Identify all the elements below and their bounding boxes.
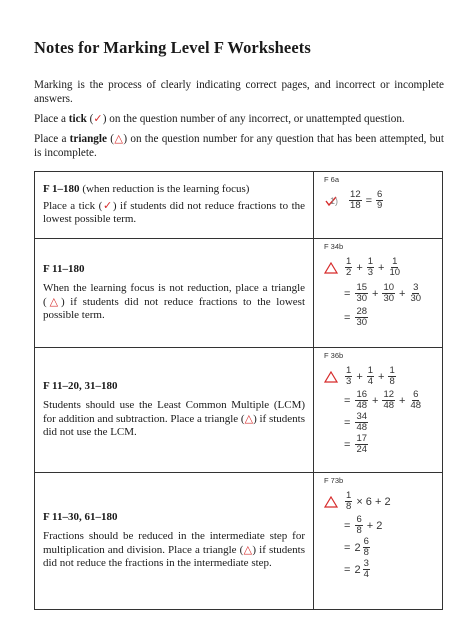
plus-sign: + bbox=[378, 370, 385, 383]
denominator: 30 bbox=[356, 317, 368, 328]
fraction bbox=[367, 366, 374, 387]
denominator: 48 bbox=[383, 400, 395, 411]
example-cell bbox=[314, 348, 443, 473]
fraction bbox=[382, 390, 395, 411]
example-label: F 6a bbox=[324, 175, 340, 184]
fraction bbox=[363, 559, 370, 580]
fraction bbox=[367, 257, 374, 278]
numerator: 1 bbox=[346, 256, 352, 267]
triangle-mark-icon bbox=[324, 496, 338, 508]
rule-heading bbox=[43, 183, 305, 197]
page-title: Notes for Marking Level F Worksheets bbox=[34, 38, 311, 57]
example-line bbox=[324, 257, 402, 278]
fraction bbox=[382, 283, 395, 304]
example-label: F 73b bbox=[324, 476, 344, 485]
example-line bbox=[344, 283, 423, 304]
equals-sign: = bbox=[344, 541, 351, 554]
triangle-mark-icon bbox=[324, 371, 338, 383]
fraction bbox=[409, 390, 422, 411]
rule-cell bbox=[35, 172, 314, 239]
plus-sign: + bbox=[356, 370, 363, 383]
intro-text: Place a bbox=[34, 113, 69, 125]
intro-text: ) on the question number for any question that has been attempted, but is incomplete. bbox=[34, 133, 444, 159]
fraction bbox=[355, 390, 368, 411]
denominator: 8 bbox=[356, 525, 362, 536]
numerator: 16 bbox=[356, 389, 368, 400]
example-line bbox=[344, 537, 371, 558]
example-line bbox=[344, 515, 385, 536]
rule-text-part: ) if students did not use the LCM. bbox=[43, 412, 306, 439]
fraction bbox=[363, 537, 370, 558]
denominator: 24 bbox=[356, 444, 368, 455]
plus-sign: + bbox=[372, 394, 379, 407]
rule-cell bbox=[35, 239, 314, 348]
fraction bbox=[376, 190, 383, 211]
example-label: F 36b bbox=[324, 351, 344, 360]
fraction bbox=[355, 434, 368, 455]
rule-text-part: ) if students did not reduce fractions to the lowest possible term. bbox=[43, 295, 306, 322]
example-line bbox=[344, 412, 369, 433]
rule-text bbox=[43, 200, 305, 227]
denominator: 8 bbox=[346, 501, 352, 512]
example-line bbox=[324, 491, 394, 512]
equals-sign: = bbox=[365, 194, 373, 207]
intro-bold-tick: tick bbox=[68, 113, 87, 125]
page-body bbox=[34, 38, 444, 166]
plus-sign: + bbox=[399, 287, 406, 300]
plus-sign: + bbox=[378, 261, 385, 274]
example-line bbox=[344, 434, 369, 455]
equals-sign: = bbox=[344, 311, 351, 324]
triangle-icon: △ bbox=[46, 295, 61, 308]
range-label: F 1–180 bbox=[43, 183, 80, 196]
intro-section bbox=[34, 78, 444, 160]
denominator: 30 bbox=[356, 293, 368, 304]
rule-text bbox=[43, 530, 305, 571]
triangle-icon: △ bbox=[113, 133, 124, 145]
fraction bbox=[349, 190, 362, 211]
table-row bbox=[35, 239, 443, 348]
denominator: 18 bbox=[350, 200, 361, 211]
rule-text-part: ) if students did not reduce the fractions in the intermediate step. bbox=[43, 543, 306, 570]
denominator: 2 bbox=[346, 267, 352, 278]
tick-icon: ✓ bbox=[93, 113, 103, 125]
fraction bbox=[355, 307, 368, 328]
table-row bbox=[35, 473, 443, 610]
intro-text: ) on the question number of any incorrect, or unattempted question. bbox=[102, 113, 405, 125]
question-number: 1) bbox=[330, 195, 339, 206]
numerator: 3 bbox=[413, 282, 419, 293]
example-line bbox=[324, 366, 397, 387]
rule-text-part: ) if students did not reduce fractions to the lowest possible term. bbox=[43, 199, 306, 226]
denominator: 3 bbox=[346, 376, 352, 387]
plus-sign: + bbox=[356, 261, 363, 274]
numerator: 28 bbox=[356, 306, 368, 317]
numerator: 3 bbox=[363, 558, 369, 569]
tick-icon: ✓ bbox=[102, 199, 113, 212]
plus-sign: + bbox=[399, 394, 406, 407]
rule-text-part: Fractions should be reduced in the intermediate step for multiplication and division. Place a triangle ( bbox=[43, 529, 306, 556]
expression-rest: × 6 + 2 bbox=[356, 495, 391, 508]
equals-sign: = bbox=[344, 287, 351, 300]
triangle-icon: △ bbox=[243, 543, 253, 556]
rule-cell bbox=[35, 348, 314, 473]
range-label: F 11–30, 61–180 bbox=[43, 511, 118, 524]
numerator: 34 bbox=[356, 411, 368, 422]
intro-text: ( bbox=[106, 133, 114, 145]
numerator: 15 bbox=[356, 282, 368, 293]
intro-text: Place a bbox=[34, 133, 70, 145]
marking-table bbox=[34, 171, 443, 610]
numerator: 1 bbox=[367, 365, 374, 376]
range-note: (when reduction is the learning focus) bbox=[79, 183, 250, 196]
example-line bbox=[344, 390, 423, 411]
numerator: 12 bbox=[383, 389, 395, 400]
intro-paragraph-tick bbox=[34, 112, 444, 126]
whole-number: 2 bbox=[354, 541, 361, 554]
fraction bbox=[355, 412, 368, 433]
denominator: 10 bbox=[389, 267, 401, 278]
denominator: 3 bbox=[367, 267, 374, 278]
denominator: 8 bbox=[389, 376, 395, 387]
example-cell bbox=[314, 172, 443, 239]
rule-heading bbox=[43, 511, 305, 525]
intro-paragraph-marking: Marking is the process of clearly indicating correct pages, and incorrect or incomplete answers. bbox=[34, 79, 444, 105]
numerator: 1 bbox=[392, 256, 398, 267]
fraction bbox=[388, 366, 395, 387]
rule-text-part: When the learning focus is not reduction, place a triangle ( bbox=[43, 281, 306, 308]
equals-sign: = bbox=[344, 438, 351, 451]
example-cell bbox=[314, 473, 443, 610]
range-label: F 11–180 bbox=[43, 263, 85, 276]
rule-text bbox=[43, 282, 305, 323]
equals-sign: = bbox=[344, 563, 351, 576]
plus-sign: + bbox=[372, 287, 379, 300]
numerator: 6 bbox=[413, 389, 419, 400]
numerator: 6 bbox=[356, 514, 362, 525]
denominator: 48 bbox=[356, 422, 368, 433]
rule-text-part: Students should use the Least Common Multiple (LCM) for addition and subtraction. Place a triangle ( bbox=[43, 398, 306, 425]
fraction bbox=[355, 283, 368, 304]
example-line bbox=[324, 190, 384, 211]
numerator: 1 bbox=[367, 256, 374, 267]
denominator: 4 bbox=[367, 376, 374, 387]
numerator: 1 bbox=[389, 365, 395, 376]
example-cell bbox=[314, 239, 443, 348]
rule-cell bbox=[35, 473, 314, 610]
equals-sign: = bbox=[344, 394, 351, 407]
numerator: 10 bbox=[383, 282, 395, 293]
denominator: 48 bbox=[356, 400, 368, 411]
rule-text bbox=[43, 399, 305, 440]
example-label: F 34b bbox=[324, 242, 344, 251]
denominator: 48 bbox=[410, 400, 422, 411]
numerator: 1 bbox=[346, 490, 352, 501]
numerator: 1 bbox=[346, 365, 352, 376]
denominator: 4 bbox=[363, 569, 369, 580]
intro-text: ( bbox=[86, 113, 94, 125]
example-line bbox=[344, 559, 371, 580]
rule-text-part: Place a tick ( bbox=[43, 199, 103, 212]
numerator: 17 bbox=[356, 433, 368, 444]
triangle-mark-icon bbox=[324, 262, 338, 274]
equals-sign: = bbox=[344, 416, 351, 429]
numerator: 6 bbox=[363, 536, 369, 547]
denominator: 9 bbox=[377, 200, 383, 211]
expression-rest: + 2 bbox=[366, 519, 383, 532]
intro-paragraph-triangle bbox=[34, 132, 444, 160]
fraction bbox=[388, 257, 401, 278]
fraction bbox=[345, 257, 352, 278]
table-row bbox=[35, 172, 443, 239]
fraction bbox=[345, 491, 352, 512]
numerator: 6 bbox=[377, 189, 383, 200]
numerator: 12 bbox=[350, 189, 361, 200]
denominator: 8 bbox=[363, 547, 369, 558]
example-line bbox=[344, 307, 369, 328]
fraction bbox=[409, 283, 422, 304]
denominator: 30 bbox=[410, 293, 422, 304]
equals-sign: = bbox=[344, 519, 351, 532]
intro-bold-triangle: triangle bbox=[69, 133, 107, 145]
table-row bbox=[35, 348, 443, 473]
fraction bbox=[355, 515, 362, 536]
range-label: F 11–20, 31–180 bbox=[43, 380, 118, 393]
triangle-icon: △ bbox=[244, 412, 254, 425]
rule-heading bbox=[43, 380, 305, 394]
fraction bbox=[345, 366, 352, 387]
whole-number: 2 bbox=[354, 563, 361, 576]
rule-heading bbox=[43, 263, 305, 277]
denominator: 30 bbox=[383, 293, 395, 304]
